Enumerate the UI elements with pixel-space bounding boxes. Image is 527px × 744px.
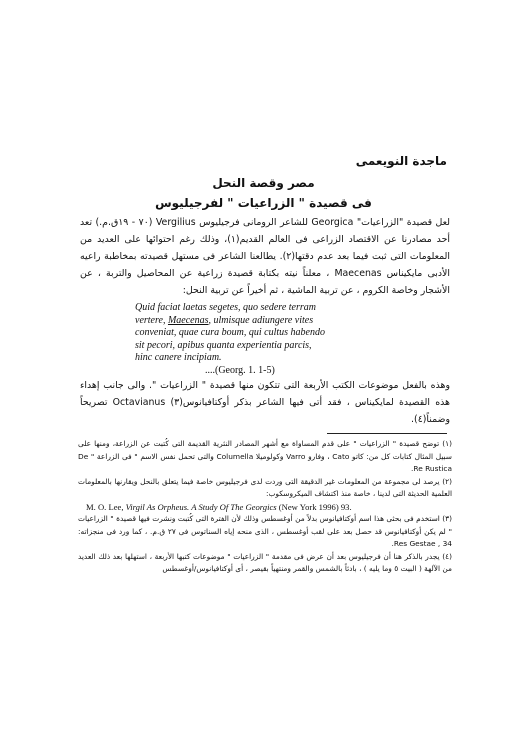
latin-quote — [135, 302, 435, 365]
quote-line — [135, 315, 435, 328]
quote-line: sit pecori, apibus quanta experientia parcis, — [135, 339, 312, 351]
footnote-3: (٣) استخدم فى بحثى هذا اسم أوكتافيانوس بدلاً من أوغسطس وذلك لأن الفترة التى كُتبت ونشرت فيها قصيدة " الزراعيات " لم يكن أوكتافيانوس قد حصل بعد على لقب أوغسطس ، الذى منحه إياه السناتوس فى ٢٧ ق.م. ، كما ورد فى منجزاته: Res Gestae , 34. — [78, 514, 452, 548]
quote-citation: ....(Georg. 1. 1-5) — [205, 365, 275, 376]
article-subtitle: فى قصيدة " الزراعيات " لفرجيليوس — [155, 196, 372, 210]
reference-title: Virgil As Orpheus. A Study Of The Georgics — [125, 501, 277, 512]
footnotes — [78, 438, 452, 576]
footnote-1: (١) توضح قصيدة " الزراعيات " على قدم المساواة مع أشهر المصادر النثرية القديمة التى كُتبت عن الزراعة، ومنها على سبيل المثال كتابات كل من: كاتو Cato ، وفارو Varro وكولوميلا Columella والتى تحمل نفس الاسم " فى الزراعة " De Re Rustica. — [78, 439, 452, 473]
quote-fragment: vertere, — [135, 314, 168, 326]
quote-fragment: , ulmisque adiungere vites — [208, 314, 314, 326]
intro-paragraph: لعل قصيدة "الزراعيات" Georgica للشاعر الرومانى فرجيليوس Vergilius (٧٠ - ١٩ق.م.) تعد أحد مصادرنا عن الاقتصاد الزراعى فى العالم القديم(١)، وذلك رغم احتوائها على العديد من المعلومات التى ثبت فيما بعد عدم دقتها(٢). يطالعنا الشاعر فى مستهل قصيدته بمخاطبة راعيه الأدبى مايكيناس Maecenas ، معلناً نيته بكتابة قصيدة زراعية عن المحاصيل والتربة ، عن الأشجار وخاصة الكروم ، عن تربية الماشية ، ثم أخيراً عن تربية النحل: — [80, 217, 451, 296]
footnote-4: (٤) يجدر بالذكر هنا أن فرجيليوس بعد أن عرض فى مقدمة " الزراعيات " موضوعات كتبها الأربعة ، استهلها بعد ذلك العديد من الآلهة ( البيت ٥ وما يليه ) ، بادئاً بالشمس والقمر ومنتهياً بقيصر ، أى أوكتافيانوس/أوغسطس — [78, 551, 452, 573]
reference-publication: (New York 1996) 93. — [276, 501, 352, 512]
footnote-divider — [327, 433, 447, 434]
author-name: ماجدة النويعمى — [355, 154, 447, 168]
footnote-2: (٢) يرصد لى مجموعة من المعلومات غير الدقيقة التى وردت لدى فرجيليوس خاصة فيما يتعلق بالنحل ويقارنها بالمعلومات العلمية الحديثة التى لدينا ، خاصة منذ اكتشاف الميكروسكوب: — [78, 476, 452, 498]
reference-author: M. O. Lee, — [86, 501, 126, 512]
quote-line: conveniat, quae cura boum, qui cultus habendo — [135, 327, 325, 338]
quote-line: Quid faciat laetas segetes, quo sedere terram — [135, 302, 316, 313]
quote-name-underlined: Maecenas — [167, 314, 209, 326]
footnote-2-reference — [78, 501, 452, 514]
body-paragraph: وهذه بالفعل موضوعات الكتب الأربعة التى تتكون منها قصيدة " الزراعيات ". والى جانب إهداء هذه القصيدة لمايكيناس ، فقد أتى فيها الشاعر بذكر أوكتافيانوس(٣) Octavianus تصريحاً وضمناً(٤). — [80, 380, 450, 425]
quote-line: hinc canere incipiam. — [135, 352, 222, 363]
article-title: مصر وقصة النحل — [212, 176, 315, 190]
